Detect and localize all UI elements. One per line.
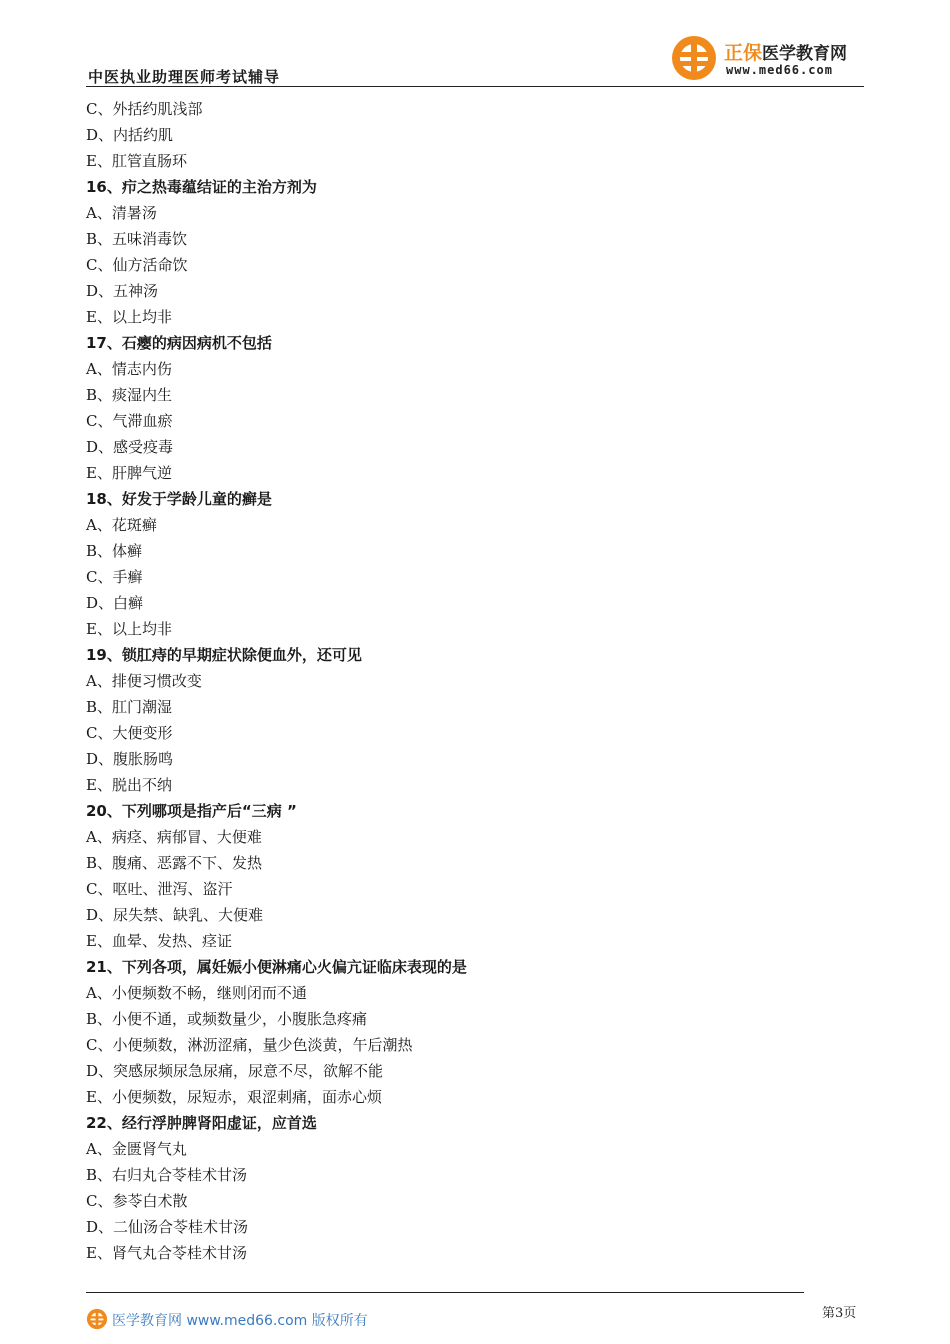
answer-option: D、感受疫毒 — [86, 438, 174, 456]
answer-option: D、二仙汤合苓桂术甘汤 — [86, 1218, 249, 1236]
question-text: 16、疖之热毒蕴结证的主治方剂为 — [86, 178, 317, 196]
brand-logo[interactable] — [670, 30, 870, 82]
answer-option: A、情志内伤 — [86, 360, 172, 378]
question-text: 22、经行浮肿脾肾阳虚证，应首选 — [86, 1114, 317, 1132]
answer-option: C、仙方活命饮 — [86, 256, 188, 274]
answer-option: A、金匮肾气丸 — [86, 1140, 187, 1158]
answer-option: E、血晕、发热、痉证 — [86, 932, 232, 950]
answer-option: E、小便频数，尿短赤，艰涩刺痛，面赤心烦 — [86, 1088, 382, 1106]
answer-option: C、小便频数，淋沥涩痛，量少色淡黄，午后潮热 — [86, 1036, 413, 1054]
answer-option: B、肛门潮湿 — [86, 698, 173, 716]
answer-option: A、排便习惯改变 — [86, 672, 202, 690]
document-title: 中医执业助理医师考试辅导 — [88, 68, 281, 86]
question-text: 17、石瘿的病因病机不包括 — [86, 334, 272, 352]
answer-option: E、肛管直肠环 — [86, 152, 187, 170]
answer-option: A、清暑汤 — [86, 204, 157, 222]
answer-option: E、肝脾气逆 — [86, 464, 172, 482]
page-number: 第3页 — [822, 1306, 857, 1321]
answer-option: C、参苓白术散 — [86, 1192, 188, 1210]
answer-option: D、腹胀肠鸣 — [86, 750, 174, 768]
answer-option: E、肾气丸合苓桂术甘汤 — [86, 1244, 247, 1262]
logo-text — [724, 38, 847, 65]
answer-option: B、腹痛、恶露不下、发热 — [86, 854, 263, 872]
answer-option: D、白癣 — [86, 594, 144, 612]
med66-logo-icon — [670, 34, 718, 82]
answer-option: A、病痉、病郁冒、大便难 — [86, 828, 262, 846]
answer-option: D、突感尿频尿急尿痛，尿意不尽，欲解不能 — [86, 1062, 384, 1080]
answer-option: A、花斑癣 — [86, 516, 157, 534]
header-divider — [86, 86, 864, 87]
answer-option: E、脱出不纳 — [86, 776, 172, 794]
answer-option: B、右归丸合苓桂术甘汤 — [86, 1166, 248, 1184]
logo-brand: 正保 — [724, 42, 763, 64]
question-text: 18、好发于学龄儿童的癣是 — [86, 490, 272, 508]
logo-url: www.med66.com — [726, 63, 833, 77]
question-text: 19、锁肛痔的早期症状除便血外，还可见 — [86, 646, 362, 664]
answer-option: A、小便频数不畅，继则闭而不通 — [86, 984, 307, 1002]
answer-option: D、尿失禁、缺乳、大便难 — [86, 906, 264, 924]
answer-option: C、手癣 — [86, 568, 143, 586]
footer-divider — [86, 1292, 804, 1293]
answer-option: D、五神汤 — [86, 282, 159, 300]
answer-option: C、大便变形 — [86, 724, 173, 742]
answer-option: C、呕吐、泄泻、盗汗 — [86, 880, 233, 898]
answer-option: C、外括约肌浅部 — [86, 100, 203, 118]
question-text: 21、下列各项，属妊娠小便淋痛心火偏亢证临床表现的是 — [86, 958, 467, 976]
footer-copyright: 医学教育网 www.med66.com 版权所有 — [112, 1313, 368, 1329]
question-list — [86, 96, 866, 1266]
answer-option: B、体癣 — [86, 542, 143, 560]
logo-name: 医学教育网 — [762, 44, 848, 64]
answer-option: E、以上均非 — [86, 308, 172, 326]
med66-footer-icon — [86, 1308, 108, 1330]
answer-option: B、痰湿内生 — [86, 386, 173, 404]
answer-option: B、小便不通，或频数量少，小腹胀急疼痛 — [86, 1010, 368, 1028]
answer-option: B、五味消毒饮 — [86, 230, 188, 248]
answer-option: C、气滞血瘀 — [86, 412, 173, 430]
question-text: 20、下列哪项是指产后“三病 ” — [86, 802, 297, 820]
answer-option: E、以上均非 — [86, 620, 172, 638]
answer-option: D、内括约肌 — [86, 126, 174, 144]
